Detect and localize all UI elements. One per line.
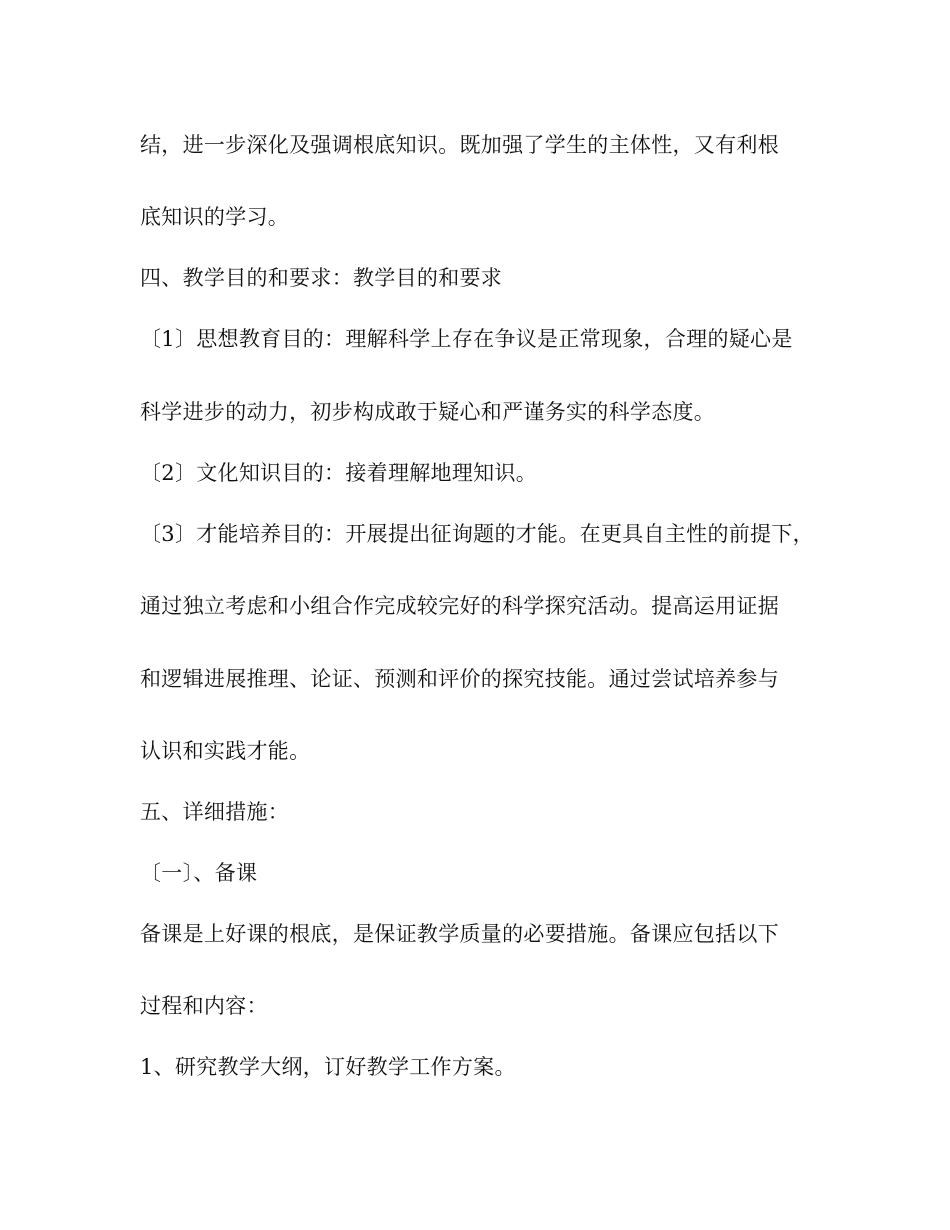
paragraph-line: 〔1〕思想教育目的：理解科学上存在争议是正常现象，合理的疑心是 (140, 327, 793, 351)
paragraph-line: 结，进一步深化及强调根底知识。既加强了学生的主体性，又有利根 (140, 133, 779, 157)
section-heading: 四、教学目的和要求：教学目的和要求 (140, 266, 503, 290)
section-heading: 五、详细措施： (140, 800, 290, 824)
paragraph-line: 科学进步的动力，初步构成敢于疑心和严谨务实的科学态度。 (140, 400, 716, 424)
paragraph-line: 底知识的学习。 (140, 205, 290, 229)
paragraph-line: 〔2〕文化知识目的：接着理解地理知识。 (140, 461, 538, 485)
paragraph-line: 备课是上好课的根底，是保证教学质量的必要措施。备课应包括以下 (140, 922, 779, 946)
paragraph-line: 认识和实践才能。 (140, 739, 311, 763)
paragraph-line: 和逻辑进展推理、论证、预测和评价的探究技能。通过尝试培养参与 (140, 667, 779, 691)
subsection-heading: 〔一〕、备课 (140, 861, 258, 885)
paragraph-line: 〔3〕才能培养目的：开展提出征询题的才能。在更具自主性的前提下， (140, 522, 814, 546)
paragraph-line: 过程和内容： (140, 994, 268, 1018)
paragraph-line: 通过独立考虑和小组合作完成较完好的科学探究活动。提高运用证据 (140, 594, 779, 618)
list-item: 1、研究教学大纲，订好教学工作方案。 (140, 1055, 516, 1079)
